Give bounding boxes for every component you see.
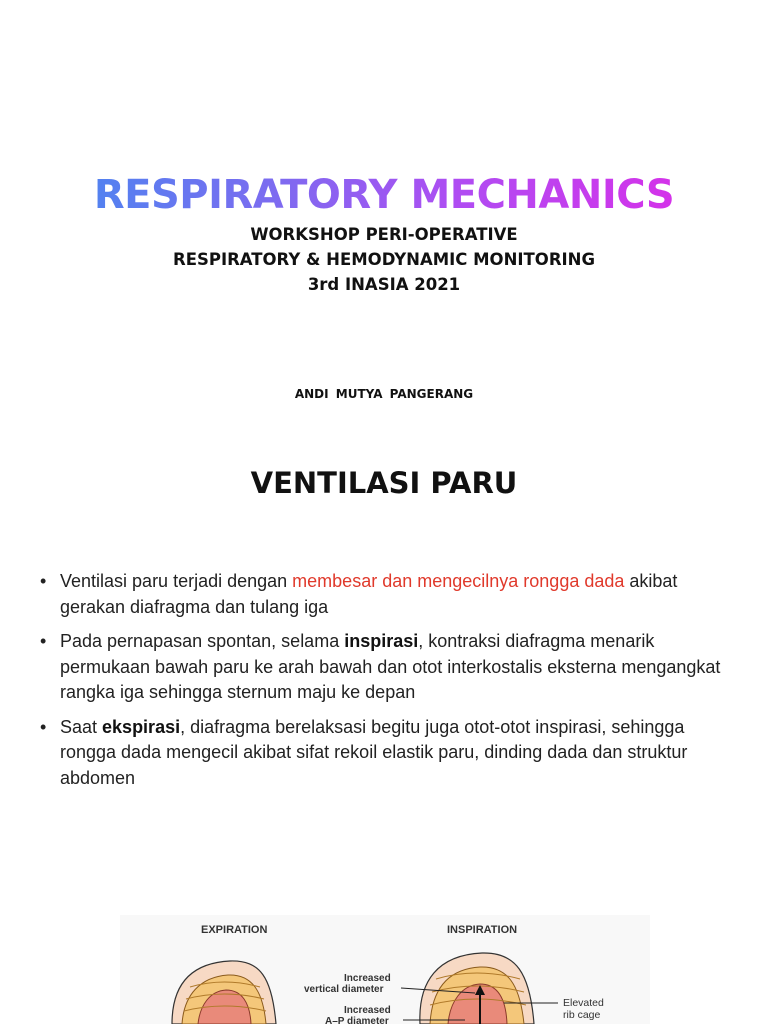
bullet-icon: • bbox=[40, 631, 47, 651]
bullet-icon: • bbox=[40, 571, 47, 591]
subtitle-line-1: WORKSHOP PERI-OPERATIVE bbox=[250, 225, 518, 244]
bullet-icon: • bbox=[40, 716, 47, 737]
bullet-item bbox=[40, 569, 730, 620]
bullet-text: , kontraksi diafragma menarik permukaan bawah paru ke arah bawah dan otot interkostalis eksterna mengangkat rangka iga sehingga sternum maju ke depan bbox=[60, 631, 721, 702]
annotation-ap-2: A–P diameter bbox=[325, 1016, 389, 1024]
bold-term: ekspirasi bbox=[102, 716, 181, 737]
title-slide bbox=[0, 0, 768, 430]
section-title: VENTILASI PARU bbox=[250, 466, 518, 500]
bullet-item bbox=[40, 715, 730, 792]
annotation-rib-1: Elevated bbox=[563, 997, 604, 1009]
bullet-text: Ventilasi paru terjadi dengan bbox=[60, 571, 293, 591]
bullet-text: , diafragma berelaksasi begitu juga otot-otot inspirasi, sehingga rongga dada mengecil akibat sifat rekoil elastik paru, dinding dada dan struktur abdomen bbox=[60, 716, 688, 788]
bullet-list bbox=[40, 569, 730, 800]
bullet-text: Pada pernapasan spontan, selama bbox=[60, 631, 345, 651]
bold-term: inspirasi bbox=[344, 631, 419, 651]
bullet-item bbox=[40, 629, 730, 706]
annotation-vertical-1: Increased bbox=[344, 973, 391, 984]
annotation-vertical-2: vertical diameter bbox=[304, 984, 384, 995]
inspiration-torso-illustration bbox=[420, 953, 534, 1024]
bullet-text: Saat bbox=[60, 716, 103, 737]
expiration-label: EXPIRATION bbox=[201, 924, 268, 936]
annotation-ap-1: Increased bbox=[344, 1005, 391, 1016]
annotation-rib-2: rib cage bbox=[563, 1009, 601, 1021]
author-name: ANDI MUTYA PANGERANG bbox=[294, 387, 474, 401]
presentation-title: RESPIRATORY MECHANICS bbox=[0, 172, 768, 218]
subtitle-line-2: RESPIRATORY & HEMODYNAMIC MONITORING bbox=[172, 250, 596, 269]
expiration-torso-illustration bbox=[172, 961, 276, 1024]
breathing-mechanics-figure bbox=[120, 915, 650, 1024]
highlight-text: membesar dan mengecilnya rongga dada bbox=[292, 571, 625, 591]
subtitle-line-3: 3rd INASIA 2021 bbox=[307, 275, 461, 294]
bullet-text: akibat gerakan diafragma dan tulang iga bbox=[60, 571, 678, 617]
inspiration-label: INSPIRATION bbox=[447, 924, 518, 936]
